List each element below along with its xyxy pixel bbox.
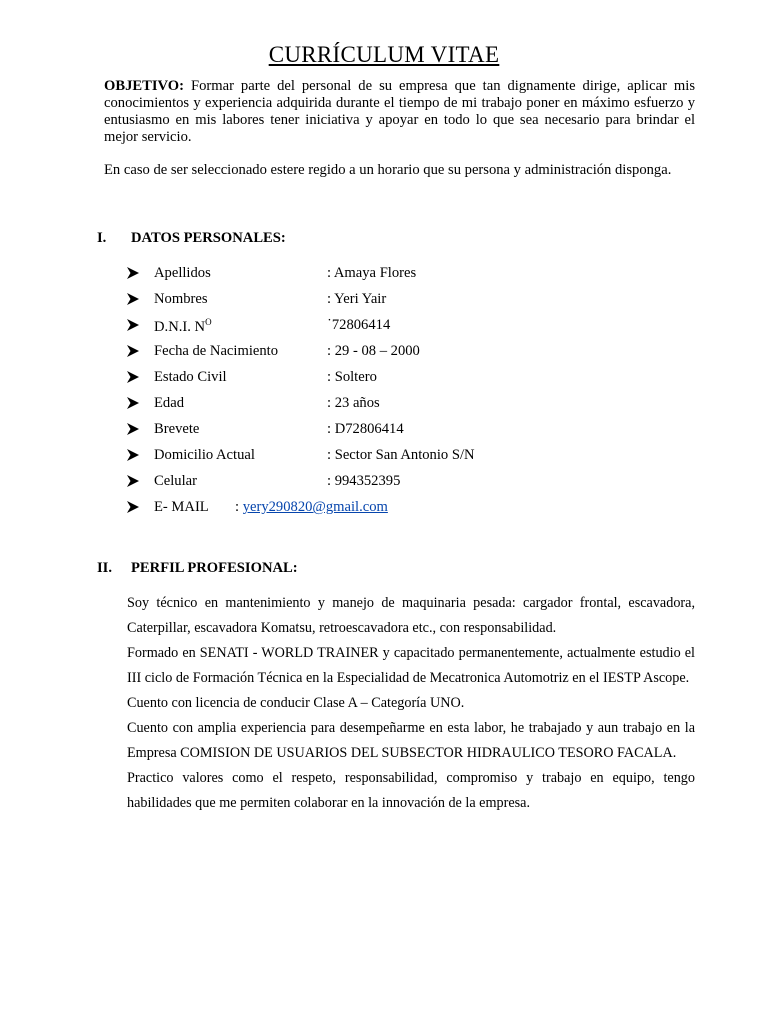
- list-item-celular: [0, 473, 768, 493]
- list-item-estado-civil: [0, 369, 768, 389]
- document-title: CURRÍCULUM VITAE: [268, 42, 500, 67]
- field-value: : 23 años: [327, 395, 380, 411]
- section-label: DATOS PERSONALES:: [131, 230, 286, 246]
- arrowhead-bullet-icon: [126, 370, 140, 384]
- arrowhead-bullet-icon: [126, 422, 140, 436]
- field-label: Celular: [154, 473, 197, 489]
- arrowhead-bullet-icon: [126, 474, 140, 488]
- section-number: I.: [97, 230, 107, 246]
- field-value: : Sector San Antonio S/N: [327, 447, 475, 463]
- field-value: : Amaya Flores: [327, 265, 417, 281]
- field-label: Nombres: [154, 291, 208, 307]
- list-item-domicilio: [0, 447, 768, 467]
- field-label: Apellidos: [154, 265, 211, 281]
- profile-paragraph: Cuento con licencia de conducir Clase A – Categoría UNO.: [127, 695, 465, 711]
- field-label: Estado Civil: [154, 369, 227, 385]
- profile-section: [127, 591, 695, 816]
- field-value: : 994352395: [327, 473, 401, 489]
- section-number: II.: [97, 560, 113, 576]
- arrowhead-bullet-icon: [126, 500, 140, 514]
- objective-text: Formar parte del personal de su empresa que tan dignamente dirige, aplicar mis conocimientos y experiencia adquirida durante el tiempo de mi trabajo poner en máximo esfuerzo y entusiasmo en mis labores tener iniciativa y apoyar en todo lo que sea necesario para brindar el mejor servicio.: [104, 78, 695, 145]
- dni-label-text: D.N.I. N: [154, 318, 206, 335]
- objective-label: OBJETIVO:: [104, 78, 184, 94]
- arrowhead-bullet-icon: [126, 292, 140, 306]
- field-label: E- MAIL: [154, 499, 209, 515]
- arrowhead-bullet-icon: [126, 318, 140, 332]
- field-value: [235, 499, 388, 516]
- field-label: [154, 317, 212, 336]
- objective-paragraph: [104, 78, 695, 146]
- email-link[interactable]: yery290820@gmail.com: [242, 499, 388, 515]
- list-item-email: [0, 499, 768, 519]
- section-label: PERFIL PROFESIONAL:: [131, 560, 298, 576]
- dni-superscript: O: [205, 317, 212, 327]
- list-item-edad: [0, 395, 768, 415]
- availability-note: En caso de ser seleccionado estere regido a un horario que su persona y administración disponga.: [104, 162, 672, 178]
- arrowhead-bullet-icon: [126, 344, 140, 358]
- list-item-nombres: [0, 291, 768, 311]
- profile-paragraph: Soy técnico en mantenimiento y manejo de maquinaria pesada: cargador frontal, escavadora, Caterpillar, escavadora Komatsu, retroescavadora etc., con responsabilidad.: [127, 595, 695, 636]
- field-value: : D72806414: [327, 421, 404, 437]
- arrowhead-bullet-icon: [126, 266, 140, 280]
- list-item-fecha-nacimiento: [0, 343, 768, 363]
- profile-paragraph: Formado en SENATI - WORLD TRAINER y capacitado permanentemente, actualmente estudio el III ciclo de Formación Técnica en la Especialidad de Mecatronica Automotriz en el IESTP Ascope.: [127, 645, 695, 686]
- field-label: Fecha de Nacimiento: [154, 343, 278, 359]
- list-item-brevete: [0, 421, 768, 441]
- field-value: ˙72806414: [327, 317, 391, 333]
- field-value: : 29 - 08 – 2000: [327, 343, 420, 359]
- field-label: Edad: [154, 395, 184, 411]
- arrowhead-bullet-icon: [126, 396, 140, 410]
- profile-paragraph: Cuento con amplia experiencia para desempeñarme en esta labor, he trabajado y aun trabajo en la Empresa COMISION DE USUARIOS DEL SUBSECTOR HIDRAULICO TESORO FACALA.: [127, 720, 695, 761]
- field-label: Domicilio Actual: [154, 447, 255, 463]
- email-prefix: :: [235, 499, 243, 515]
- field-value: : Soltero: [327, 369, 377, 385]
- list-item-apellidos: [0, 265, 768, 285]
- field-label: Brevete: [154, 421, 200, 437]
- field-value: : Yeri Yair: [327, 291, 387, 307]
- arrowhead-bullet-icon: [126, 448, 140, 462]
- list-item-dni: [0, 317, 768, 337]
- profile-paragraph: Practico valores como el respeto, responsabilidad, compromiso y trabajo en equipo, tengo habilidades que me permiten colaborar en la innovación de la empresa.: [127, 770, 695, 811]
